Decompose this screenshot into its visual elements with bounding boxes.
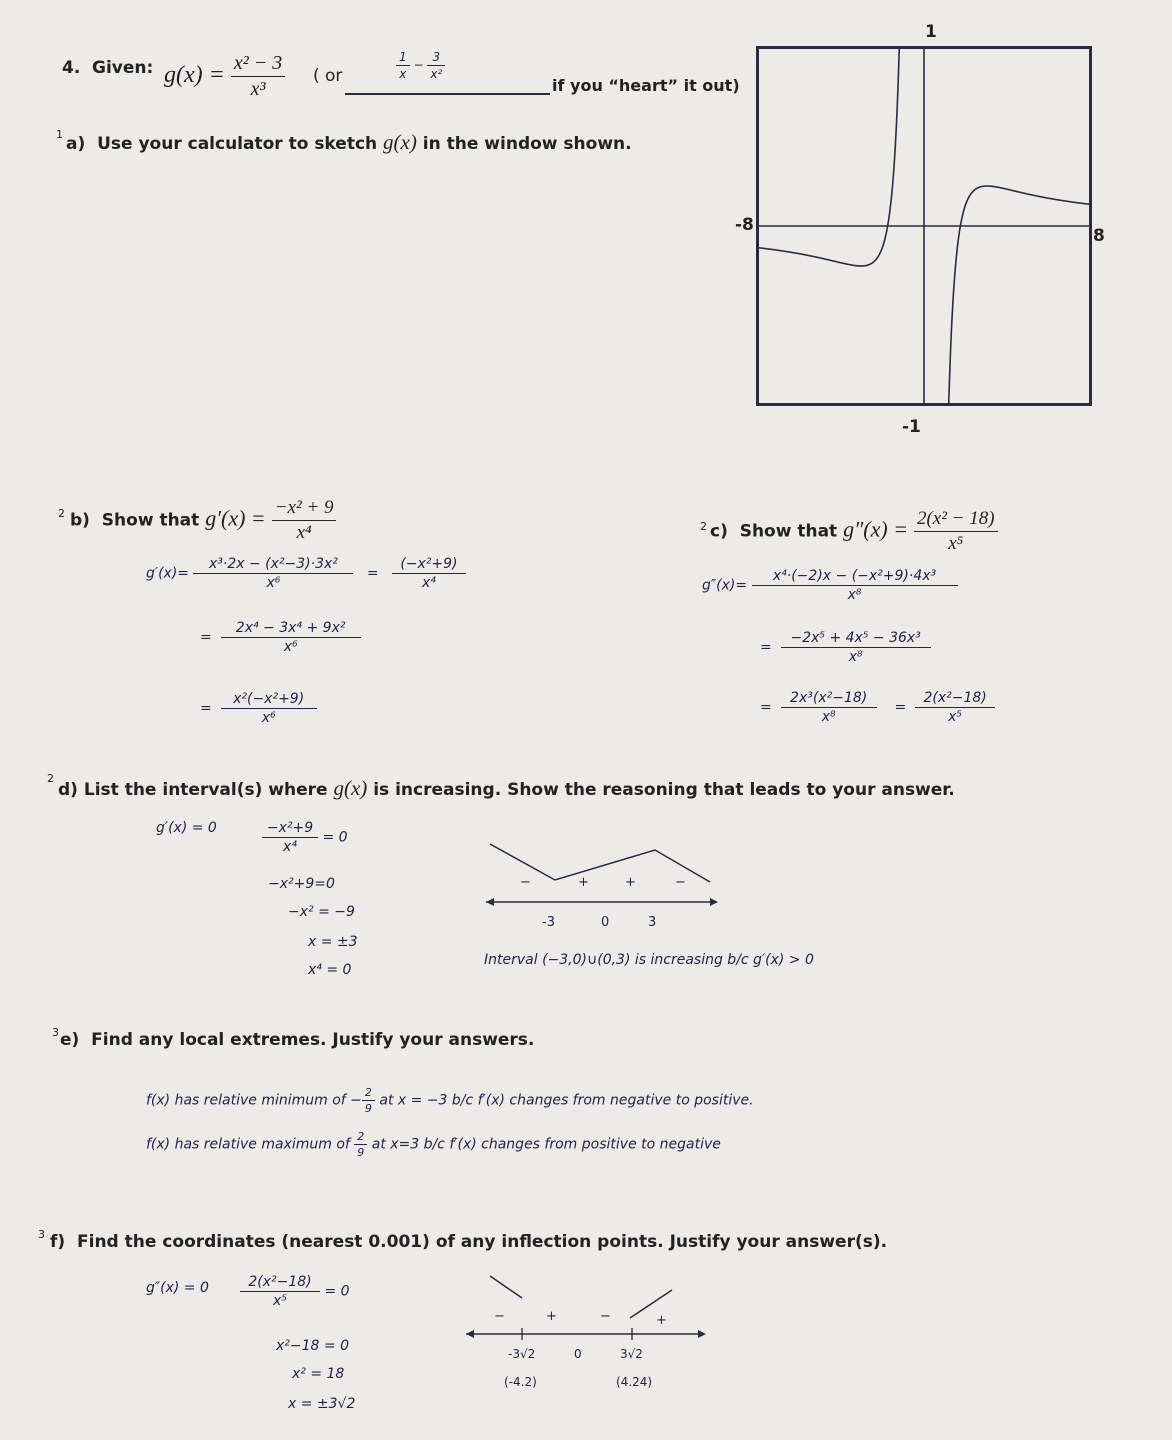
part-b-work-line1: g′(x)= $\frac{\text{x³·2x − (x²−3)·3x²}}{\text{x⁶}}$ = $\frac{\text{(−x²+9)}}{\text{x⁴}}$ bbox=[146, 556, 466, 591]
part-f-work-l2: x²−18 = 0 bbox=[276, 1338, 349, 1354]
problem-number: 4. bbox=[62, 58, 81, 78]
alt-den2: x² bbox=[430, 67, 443, 81]
part-d-work-l4: x = ±3 bbox=[308, 934, 358, 950]
part-d-sign-1: + bbox=[578, 875, 589, 890]
part-b-work-line3: = $\frac{\text{x²(−x²+9)}}{\text{x⁶}}$ bbox=[200, 691, 317, 726]
part-f-point-1: (4.24) bbox=[616, 1375, 653, 1389]
part-b-marker: 2 bbox=[58, 507, 65, 520]
part-f-prompt: f) Find the coordinates (nearest 0.001) of any inflection points. Justify your answer(s). bbox=[50, 1232, 888, 1252]
part-d-answer: Interval (−3,0)∪(0,3) is increasing b/c g′(x) > 0 bbox=[484, 952, 814, 968]
alt-minus: − bbox=[413, 58, 424, 72]
g-fraction bbox=[231, 52, 285, 101]
part-d-arrow-right bbox=[710, 898, 718, 906]
part-f-arrow-left bbox=[466, 1330, 474, 1338]
alt-form bbox=[396, 50, 445, 81]
part-f-sign-2: − bbox=[600, 1309, 611, 1324]
heart-text: if you “heart” it out) bbox=[552, 76, 740, 95]
part-d-work-l3: −x² = −9 bbox=[288, 904, 355, 920]
part-e-line1: f(x) has relative minimum of − $\frac{2}{9}$ at x = −3 b/c f′(x) changes from negative to positive. bbox=[146, 1086, 754, 1115]
part-d-sign-3: − bbox=[675, 875, 686, 890]
g-numerator: x² − 3 bbox=[231, 52, 285, 77]
part-f-sign-chart bbox=[460, 1268, 710, 1398]
part-c-num: 2(x² − 18) bbox=[914, 508, 998, 532]
part-f-sign-3: + bbox=[656, 1313, 667, 1328]
part-c-work-line3: = $\frac{\text{2x³(x²−18)}}{\text{x⁸}}$ = $\frac{\text{2(x²−18)}}{\text{x⁵}}$ bbox=[760, 690, 995, 725]
part-d-sign-0: − bbox=[520, 875, 531, 890]
part-a-marker: 1 bbox=[56, 128, 63, 141]
alt-den1: x bbox=[399, 67, 407, 81]
part-f-tick-1: 0 bbox=[574, 1347, 582, 1361]
part-d-tick-2: 3 bbox=[648, 915, 657, 930]
part-f-work-l1-frac: $\frac{\text{2(x²−18)}}{\text{x⁵}}$ = 0 bbox=[240, 1274, 350, 1309]
fill-in-line bbox=[345, 93, 550, 95]
part-f-work-l1: g″(x) = 0 bbox=[146, 1280, 209, 1296]
part-f-marker: 3 bbox=[38, 1228, 45, 1241]
or-open: ( or bbox=[313, 66, 343, 86]
part-d-tick-0: -3 bbox=[542, 915, 555, 930]
part-e-marker: 3 bbox=[52, 1026, 59, 1039]
part-e-prompt: e) Find any local extremes. Justify your answers. bbox=[60, 1030, 535, 1050]
g-def-lhs: g(x) = bbox=[164, 62, 225, 89]
part-d-sign-2: + bbox=[625, 875, 636, 890]
part-b-den: x⁴ bbox=[296, 522, 312, 543]
part-c-marker: 2 bbox=[700, 520, 707, 533]
part-c-den: x⁵ bbox=[948, 533, 964, 554]
part-c-prompt: c) Show that g″(x) = $\frac{\text{2(x² − 18)}}{\text{x⁵}}$ bbox=[710, 508, 998, 555]
part-b-work-line2: = $\frac{\text{2x⁴ − 3x⁴ + 9x²}}{\text{x⁶}}$ bbox=[200, 620, 361, 655]
part-d-work-l2: −x²+9=0 bbox=[268, 876, 335, 892]
graph-ymin-label: -1 bbox=[902, 417, 921, 437]
part-d-sign-chart bbox=[480, 836, 720, 936]
part-c-work-line1: g″(x)= $\frac{\text{x⁴·(−2)x − (−x²+9)·4x³}}{\text{x⁸}}$ bbox=[702, 568, 958, 603]
part-d-arrow-left bbox=[486, 898, 494, 906]
part-d-tick-1: 0 bbox=[601, 915, 610, 930]
g-denominator: x³ bbox=[250, 78, 266, 100]
part-b-prompt: b) Show that g′(x) = $\frac{\text{−x² + 9}}{\text{x⁴}}$ bbox=[70, 497, 336, 544]
graph-xmin-label: -8 bbox=[735, 215, 754, 235]
part-d-work-l1: g′(x) = 0 bbox=[156, 820, 217, 836]
part-b-num: −x² + 9 bbox=[272, 497, 337, 521]
part-f-sketch-left bbox=[490, 1276, 522, 1298]
part-f-arrow-right bbox=[698, 1330, 706, 1338]
part-d-marker: 2 bbox=[47, 772, 54, 785]
graph-curve-left bbox=[756, 46, 923, 266]
part-a-prompt: a) Use your calculator to sketch g(x) in the window shown. bbox=[66, 130, 632, 154]
part-d-prompt: d) List the interval(s) where g(x) is increasing. Show the reasoning that leads to your answer. bbox=[58, 776, 955, 800]
part-f-sign-1: + bbox=[546, 1309, 557, 1324]
part-d-work-l5: x⁴ = 0 bbox=[308, 962, 352, 978]
g-definition bbox=[164, 52, 285, 101]
alt-num1: 1 bbox=[396, 50, 410, 66]
part-e-line2: f(x) has relative maximum of $\frac{2}{9}$ at x=3 b/c f′(x) changes from positive to negative bbox=[146, 1130, 721, 1159]
part-f-sign-0: − bbox=[494, 1309, 505, 1324]
part-f-tick-2: 3√2 bbox=[620, 1347, 643, 1361]
graph-window bbox=[756, 46, 1092, 406]
alt-num2: 3 bbox=[427, 50, 445, 66]
graph-xmax-label: 8 bbox=[1093, 226, 1105, 246]
part-f-point-0: (-4.2) bbox=[504, 1375, 537, 1389]
graph-curve-right bbox=[925, 186, 1092, 406]
part-f-work-l3: x² = 18 bbox=[292, 1366, 345, 1382]
part-f-tick-0: -3√2 bbox=[508, 1347, 536, 1361]
given-label: Given: bbox=[92, 58, 154, 78]
part-c-work-line2: = $\frac{\text{−2x⁵ + 4x⁵ − 36x³}}{\text{x⁸}}$ bbox=[760, 630, 931, 665]
part-f-work-l4: x = ±3√2 bbox=[288, 1396, 356, 1412]
part-d-work-l1-frac: $\frac{\text{−x²+9}}{\text{x⁴}}$ = 0 bbox=[262, 820, 348, 855]
graph-ymax-label: 1 bbox=[925, 22, 937, 42]
